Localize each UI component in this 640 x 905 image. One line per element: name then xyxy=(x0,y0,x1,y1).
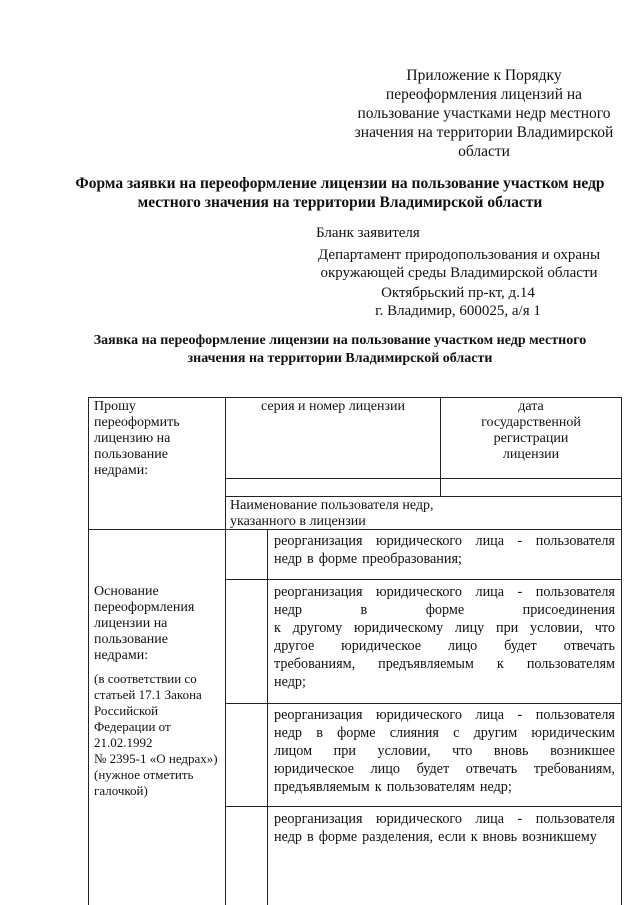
basis-note-line: статьей 17.1 Закона xyxy=(94,687,202,702)
option-word: реорганизация xyxy=(274,584,363,600)
option-checkbox-division[interactable] xyxy=(226,807,267,905)
option-word: недр xyxy=(274,829,303,845)
option-word: отвечать xyxy=(465,761,518,777)
option-word: если xyxy=(438,829,466,845)
option-word: лицом xyxy=(274,743,313,759)
user-name-label-line: указанного в лицензии xyxy=(230,514,366,529)
registration-date-header-line: государственной xyxy=(481,415,581,430)
table-border-top xyxy=(88,397,622,398)
option-line xyxy=(274,655,615,673)
registration-date-header-line: дата xyxy=(518,399,544,414)
option-word: реорганизация xyxy=(274,707,363,723)
option-word: юридического xyxy=(375,533,462,549)
option-word: слияния xyxy=(389,725,439,741)
option-word: в xyxy=(307,829,314,845)
option-word: возникшему xyxy=(522,829,597,845)
basis-note xyxy=(94,671,218,799)
option-word: пользователям xyxy=(386,779,475,795)
application-title-line: значения на территории Владимирской области xyxy=(187,351,493,366)
registration-date-field[interactable] xyxy=(441,479,621,496)
option-line xyxy=(274,760,615,778)
option-word: разделения, xyxy=(362,829,434,845)
option-word: форме xyxy=(425,602,465,618)
option-line xyxy=(274,619,615,637)
option-word: юридическое xyxy=(274,761,354,777)
option-word: юридического xyxy=(375,707,462,723)
option-word: при xyxy=(333,743,356,759)
registration-date-header-line: лицензии xyxy=(502,447,560,462)
option-word: - xyxy=(517,584,523,600)
basis-note-line: № 2395-1 «О недрах») xyxy=(94,751,218,766)
option-word: лицо xyxy=(370,761,400,777)
option-text-division xyxy=(274,810,615,846)
option-word: пользователям xyxy=(526,656,615,672)
option-line xyxy=(274,706,615,724)
option-word: что xyxy=(452,743,473,759)
option-word: условии, xyxy=(377,743,431,759)
option-line xyxy=(274,810,615,828)
option-word: форме xyxy=(337,725,376,741)
option-word: - xyxy=(517,533,523,549)
option-word: в xyxy=(360,602,368,618)
recipient-address xyxy=(358,284,558,320)
option-word: недр; xyxy=(479,779,512,795)
option-word: юридическое xyxy=(341,638,422,654)
option-checkbox-transformation[interactable] xyxy=(226,530,267,579)
option-text-transformation xyxy=(274,532,615,568)
option-word: предъявляемым xyxy=(274,779,370,795)
registration-date-header-line: регистрации xyxy=(493,431,569,446)
basis-note-line: Российской xyxy=(94,703,159,718)
license-number-field[interactable] xyxy=(226,479,440,496)
basis-label-line: переоформления xyxy=(94,600,195,615)
basis-note-line: Федерации от xyxy=(94,719,171,734)
option-word: другим xyxy=(473,725,518,741)
option-word: форме xyxy=(318,829,358,845)
option-word: при xyxy=(495,620,519,636)
basis-note-line: (нужное отметить xyxy=(94,767,194,782)
option-word: лица xyxy=(475,811,505,827)
appendix-line: области xyxy=(458,143,510,160)
option-word: реорганизация xyxy=(274,533,363,549)
option-line xyxy=(274,532,615,550)
table-divider xyxy=(225,806,622,807)
option-word: предъявляемым xyxy=(378,656,474,672)
basis-note-line: (в соответствии со xyxy=(94,671,197,686)
option-word: отвечать xyxy=(563,638,615,654)
request-label-line: Прошу xyxy=(94,399,136,414)
table-border-left xyxy=(88,397,89,905)
option-word: недр xyxy=(274,602,303,618)
basis-note-line: 21.02.1992 xyxy=(94,735,153,750)
appendix-note xyxy=(345,66,623,161)
basis-label-line: Основание xyxy=(94,584,159,599)
basis-note-line: галочкой) xyxy=(94,783,148,798)
option-line xyxy=(274,637,615,655)
option-word: лицо xyxy=(447,638,478,654)
basis-label-line: лицензии на xyxy=(94,616,168,631)
option-word: к xyxy=(470,829,478,845)
option-word: пользователя xyxy=(535,584,615,600)
form-title xyxy=(40,174,640,212)
option-line xyxy=(274,550,615,568)
application-title-line: Заявка на переоформление лицензии на пользование участком недр местного xyxy=(93,333,587,348)
option-word: вновь xyxy=(482,829,518,845)
option-word: в xyxy=(316,725,323,741)
option-line xyxy=(274,778,615,796)
request-label-line: лицензию на xyxy=(94,431,171,446)
option-word: возникшее xyxy=(550,743,615,759)
basis-label-line: пользование xyxy=(94,632,168,647)
address-line: Октябрьский пр-кт, д.14 xyxy=(381,285,535,301)
address-line: г. Владимир, 600025, а/я 1 xyxy=(375,303,541,319)
license-number-header: серия и номер лицензии xyxy=(260,399,405,414)
option-word: будет xyxy=(504,638,537,654)
option-text-accession xyxy=(274,583,615,691)
request-label-line: пользование xyxy=(94,447,168,462)
option-word: к xyxy=(496,656,504,672)
option-word: лица xyxy=(475,584,505,600)
subsoil-user-name-field[interactable] xyxy=(441,497,621,529)
option-text-merger xyxy=(274,706,615,796)
applicant-blank-label: Бланк заявителя xyxy=(316,225,420,241)
request-label xyxy=(94,399,180,479)
option-word: лица xyxy=(475,533,505,549)
option-line xyxy=(274,583,615,601)
user-name-label-line: Наименование пользователя недр, xyxy=(230,498,434,513)
option-word: - xyxy=(517,707,523,723)
table-divider xyxy=(267,529,268,905)
basis-label-line: недрами: xyxy=(94,648,149,663)
option-word: вновь xyxy=(493,743,529,759)
request-label-line: переоформить xyxy=(94,415,180,430)
option-word: недр; xyxy=(274,674,306,690)
option-word: форме xyxy=(318,551,358,567)
application-title xyxy=(40,332,640,368)
user-name-label xyxy=(230,498,434,530)
table-divider xyxy=(225,703,622,704)
option-line xyxy=(274,742,615,760)
option-word: требованиям, xyxy=(533,761,615,777)
recipient-department xyxy=(318,246,600,282)
option-checkbox-merger[interactable] xyxy=(226,704,267,806)
form-title-line: местного значения на территории Владимирской области xyxy=(137,194,543,211)
option-line xyxy=(274,673,615,691)
option-word: пользователя xyxy=(535,811,615,827)
option-line xyxy=(274,724,615,742)
option-word: будет xyxy=(416,761,450,777)
option-word: лица xyxy=(475,707,505,723)
option-word: с xyxy=(453,725,460,741)
option-line xyxy=(274,828,615,846)
option-word: юридическим xyxy=(531,725,615,741)
basis-label xyxy=(94,584,194,664)
option-word: недр xyxy=(274,551,303,567)
form-title-line: Форма заявки на переоформление лицензии на пользование участком недр xyxy=(75,175,605,192)
request-label-line: недрами: xyxy=(94,463,149,478)
option-checkbox-accession[interactable] xyxy=(226,580,267,703)
option-word: к xyxy=(274,620,281,636)
appendix-line: переоформления лицензий на xyxy=(385,86,583,103)
table-border-right xyxy=(621,397,622,905)
option-word: пользователя xyxy=(535,533,615,549)
option-word: преобразования; xyxy=(362,551,462,567)
option-word: в xyxy=(307,551,314,567)
option-word: требованиям, xyxy=(274,656,356,672)
table-divider xyxy=(225,579,622,580)
option-word: юридического xyxy=(375,811,462,827)
option-word: пользователя xyxy=(535,707,615,723)
option-word: другое xyxy=(274,638,315,654)
appendix-line: пользование участками недр местного xyxy=(357,105,611,122)
recipient-line: Департамент природопользования и охраны xyxy=(318,247,601,263)
option-word: реорганизация xyxy=(274,811,363,827)
option-word: недр xyxy=(274,725,303,741)
table-divider xyxy=(225,397,226,529)
option-word: юридического xyxy=(375,584,462,600)
appendix-line: значения на территории Владимирской xyxy=(354,124,614,141)
option-word: условии, xyxy=(529,620,583,636)
option-line xyxy=(274,601,615,619)
option-word: что xyxy=(594,620,615,636)
option-word: лицу xyxy=(454,620,485,636)
recipient-line: окружающей среды Владимирской области xyxy=(320,265,598,281)
option-word: юридическому xyxy=(353,620,444,636)
option-word: присоединения xyxy=(522,602,615,618)
option-word: - xyxy=(517,811,523,827)
appendix-line: Приложение к Порядку xyxy=(406,67,562,84)
option-word: к xyxy=(374,779,382,795)
option-word: другому xyxy=(292,620,343,636)
registration-date-header xyxy=(441,399,621,463)
